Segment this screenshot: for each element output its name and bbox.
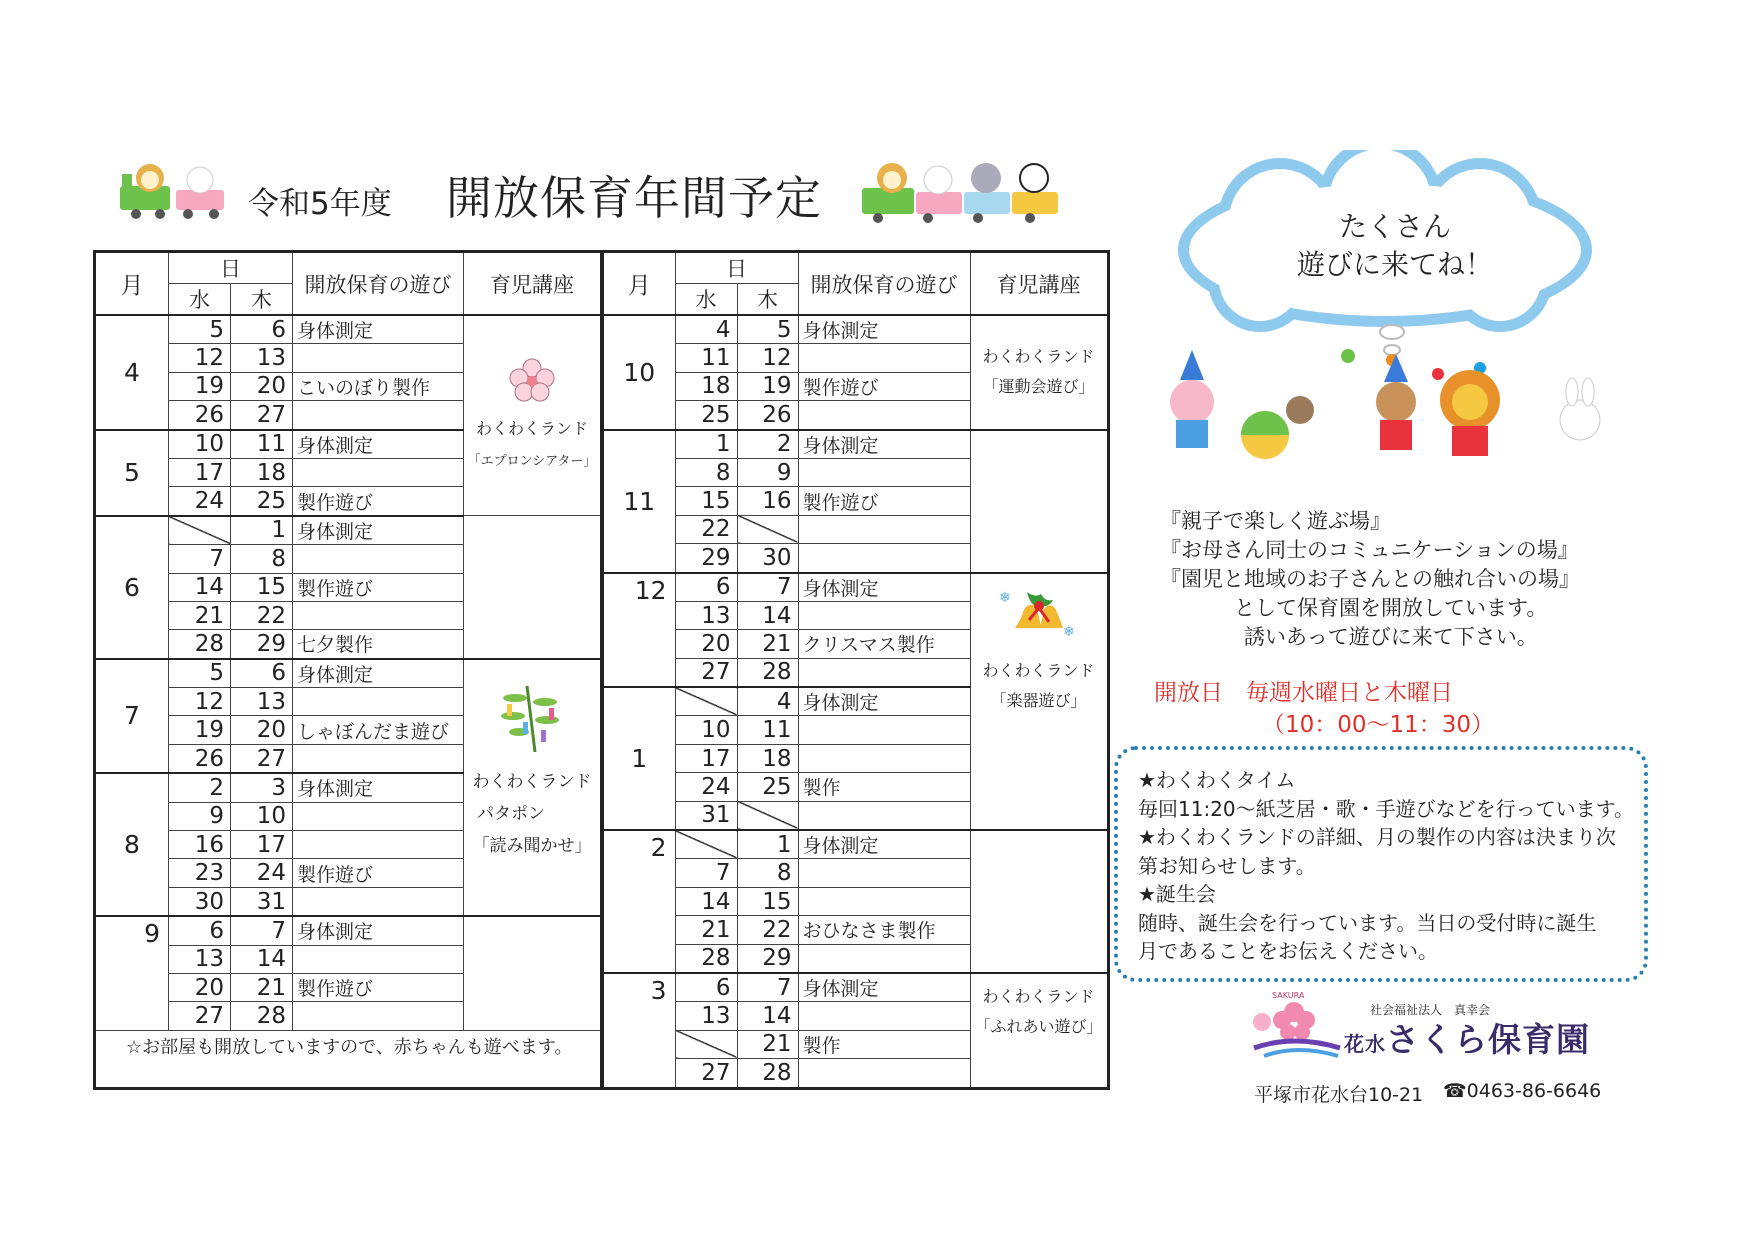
thu-date: 5 — [737, 315, 798, 344]
fiscal-year-label: 令和5年度 — [248, 186, 392, 222]
thu-date: 30 — [737, 544, 798, 573]
activity-cell — [798, 859, 970, 887]
thu-date: 28 — [737, 1059, 798, 1088]
activity-cell: 身体測定 — [293, 916, 464, 945]
wed-date: 20 — [675, 630, 737, 658]
lecture-line: パタポン — [477, 803, 545, 824]
wed-date: 28 — [169, 630, 231, 659]
col-activity-header: 開放保育の遊び — [293, 252, 464, 316]
thu-date: 8 — [231, 545, 293, 573]
wed-date: 22 — [675, 515, 737, 543]
activity-cell — [293, 945, 464, 973]
wed-date: 19 — [169, 372, 231, 400]
table-row — [95, 659, 602, 688]
wed-date: 8 — [675, 458, 737, 486]
col-wed-header: 水 — [169, 284, 231, 316]
activity-cell: 製作 — [798, 1030, 970, 1058]
table-row — [95, 315, 602, 344]
thu-date: 11 — [737, 716, 798, 744]
activity-cell: 身体測定 — [798, 830, 970, 859]
schedule-table-oct-mar — [600, 250, 1110, 1090]
activity-cell: 身体測定 — [798, 430, 970, 459]
thu-date: 22 — [231, 601, 293, 629]
intro-line: 『園児と地域のお子さんとの触れ合いの場』 — [1160, 567, 1580, 591]
thu-date: 6 — [231, 315, 293, 344]
christmas-bells-icon — [997, 588, 1081, 648]
thu-date: 31 — [231, 887, 293, 916]
phone-text: ☎0463-86-6646 — [1443, 1080, 1602, 1102]
activity-cell: 身体測定 — [293, 773, 464, 802]
activity-cell — [293, 1002, 464, 1030]
wed-date: 23 — [169, 859, 231, 887]
thu-date: 15 — [737, 887, 798, 915]
activity-cell: 製作遊び — [293, 573, 464, 601]
wed-date-empty — [169, 516, 231, 545]
thu-date: 17 — [231, 831, 293, 859]
lecture-cell — [970, 430, 1108, 573]
wed-date: 21 — [675, 916, 737, 944]
org-corporation: 社会福祉法人 真幸会 — [1370, 1003, 1491, 1017]
lecture-line: 「運動会遊び」 — [982, 377, 1095, 397]
info-text: 随時、誕生会を行っています。当日の受付時に誕生 — [1138, 910, 1597, 935]
activity-cell: 製作遊び — [798, 487, 970, 515]
thu-date: 13 — [231, 688, 293, 716]
thu-date: 9 — [737, 458, 798, 486]
thu-date: 7 — [737, 573, 798, 602]
activity-cell — [798, 601, 970, 629]
thu-date: 19 — [737, 372, 798, 400]
wed-date: 29 — [675, 544, 737, 573]
info-text: 第お知らせします。 — [1138, 853, 1316, 878]
wed-date: 18 — [675, 372, 737, 400]
wed-date: 11 — [675, 344, 737, 372]
info-heading: ★わくわくランドの詳細、月の製作の内容は決まり次 — [1138, 825, 1616, 849]
activity-cell — [293, 831, 464, 859]
wed-date: 13 — [169, 945, 231, 973]
col-month-header: 月 — [602, 252, 675, 316]
activity-cell — [293, 344, 464, 372]
org-prefix: 花水 — [1344, 1032, 1386, 1056]
wed-date: 27 — [675, 1059, 737, 1088]
intro-line: として保育園を開放しています。 — [1234, 596, 1548, 620]
activity-cell: 身体測定 — [798, 973, 970, 1002]
thu-date: 26 — [737, 401, 798, 430]
wed-date: 27 — [675, 658, 737, 687]
info-box — [1114, 746, 1648, 982]
thu-date: 15 — [231, 573, 293, 601]
thu-date: 27 — [231, 744, 293, 773]
month-label: 3 — [602, 973, 675, 1088]
note-text: ☆お部屋も開放していますので、赤ちゃんも遊べます。 — [95, 1030, 602, 1088]
thu-date: 11 — [231, 430, 293, 459]
wed-date: 25 — [675, 401, 737, 430]
month-label: 5 — [95, 430, 169, 516]
lecture-line: 「エプロンシアター」 — [467, 453, 597, 469]
lecture-cell — [970, 973, 1108, 1088]
activity-cell — [293, 744, 464, 773]
table-row — [602, 573, 1108, 602]
activity-cell — [798, 801, 970, 830]
wed-date-empty — [675, 687, 737, 716]
train-animals-illustration-right — [858, 158, 1070, 226]
month-label: 11 — [602, 430, 675, 573]
thu-date: 14 — [231, 945, 293, 973]
col-lecture-header: 育児講座 — [464, 252, 602, 316]
thu-date: 24 — [231, 859, 293, 887]
wed-date: 7 — [675, 859, 737, 887]
thu-date: 8 — [737, 859, 798, 887]
activity-cell — [293, 601, 464, 629]
month-label: 7 — [95, 659, 169, 774]
col-thu-header: 木 — [231, 284, 293, 316]
thu-date-empty — [737, 515, 798, 543]
thu-date: 3 — [231, 773, 293, 802]
thu-date: 18 — [737, 744, 798, 772]
col-activity-header: 開放保育の遊び — [798, 252, 970, 316]
thu-date-empty — [737, 801, 798, 830]
wed-date: 26 — [169, 401, 231, 430]
wed-date-empty — [675, 830, 737, 859]
sakura-flower-icon — [504, 356, 560, 406]
lecture-line: 「読み聞かせ」 — [472, 836, 592, 857]
wed-date: 9 — [169, 802, 231, 830]
activity-cell — [293, 458, 464, 486]
wed-date: 6 — [675, 573, 737, 602]
table-row — [95, 516, 602, 545]
wed-date: 6 — [169, 916, 231, 945]
wed-date: 21 — [169, 601, 231, 629]
address-text: 平塚市花水台10-21 — [1254, 1084, 1424, 1106]
table-row — [602, 830, 1108, 859]
wed-date: 24 — [169, 487, 231, 516]
activity-cell — [798, 401, 970, 430]
thu-date: 25 — [231, 487, 293, 516]
wed-date: 17 — [675, 744, 737, 772]
activity-cell: 身体測定 — [293, 430, 464, 459]
activity-cell — [798, 887, 970, 915]
table-row — [602, 430, 1108, 459]
thu-date: 2 — [737, 430, 798, 459]
activity-cell — [798, 944, 970, 973]
lecture-cell — [464, 516, 602, 659]
info-text: 毎回11:20～紙芝居・歌・手遊びなどを行っています。 — [1138, 796, 1635, 821]
org-name — [1344, 1014, 1590, 1061]
wed-date: 10 — [169, 430, 231, 459]
thu-date: 4 — [737, 687, 798, 716]
wed-date: 31 — [675, 801, 737, 830]
wed-date: 15 — [675, 487, 737, 515]
thu-date: 29 — [737, 944, 798, 973]
info-heading: ★誕生会 — [1138, 882, 1216, 906]
thu-date: 13 — [231, 344, 293, 372]
thu-date: 21 — [737, 630, 798, 658]
wed-date: 10 — [675, 716, 737, 744]
month-label: 10 — [602, 315, 675, 430]
activity-cell: 身体測定 — [798, 687, 970, 716]
thu-date: 20 — [231, 372, 293, 400]
month-label: 6 — [95, 516, 169, 659]
thu-date: 1 — [231, 516, 293, 545]
activity-cell — [293, 688, 464, 716]
activity-cell: 製作 — [798, 773, 970, 801]
activity-cell — [798, 458, 970, 486]
thu-date: 14 — [737, 1002, 798, 1030]
activity-cell — [798, 544, 970, 573]
wed-date: 19 — [169, 716, 231, 744]
month-label: 2 — [602, 830, 675, 973]
wed-date: 30 — [169, 887, 231, 916]
activity-cell: しゃぼんだま遊び — [293, 716, 464, 744]
intro-line: 『親子で楽しく遊ぶ場』 — [1160, 509, 1391, 533]
activity-cell — [798, 344, 970, 372]
lecture-cell — [970, 830, 1108, 973]
lecture-line: わくわくランド — [982, 346, 1095, 366]
thu-date: 22 — [737, 916, 798, 944]
wed-date: 24 — [675, 773, 737, 801]
lecture-line: わくわくランド — [982, 986, 1095, 1006]
table-row — [95, 916, 602, 945]
table-row — [602, 315, 1108, 344]
lecture-cell — [464, 916, 602, 1030]
wed-date: 13 — [675, 601, 737, 629]
intro-line: 『お母さん同士のコミュニケーションの場』 — [1160, 538, 1579, 562]
lecture-cell — [970, 573, 1108, 831]
col-month-header: 月 — [95, 252, 169, 316]
wed-date: 16 — [169, 831, 231, 859]
activity-cell: 七夕製作 — [293, 630, 464, 659]
wed-date: 2 — [169, 773, 231, 802]
month-label: 12 — [602, 573, 675, 688]
thu-date: 25 — [737, 773, 798, 801]
svg-text:❄: ❄ — [998, 589, 1011, 606]
wed-date: 17 — [169, 458, 231, 486]
wed-date: 14 — [169, 573, 231, 601]
org-main-name: さくら保育園 — [1386, 1020, 1590, 1059]
page-title: 開放保育年間予定 — [446, 171, 822, 225]
lecture-line: 「楽器遊び」 — [990, 690, 1087, 710]
activity-cell — [293, 401, 464, 430]
month-label: 1 — [602, 687, 675, 830]
wed-date: 5 — [169, 659, 231, 688]
thu-date: 1 — [737, 830, 798, 859]
lecture-cell — [464, 315, 602, 516]
wed-date: 27 — [169, 1002, 231, 1030]
thu-date: 6 — [231, 659, 293, 688]
wed-date: 14 — [675, 887, 737, 915]
wed-date: 7 — [169, 545, 231, 573]
party-animals-illustration — [1140, 340, 1620, 470]
table-row — [95, 1030, 602, 1088]
thu-date: 27 — [231, 401, 293, 430]
lecture-line: わくわくランド — [472, 771, 592, 792]
activity-cell — [798, 744, 970, 772]
thu-date: 12 — [737, 344, 798, 372]
tanabata-bamboo-icon — [497, 682, 567, 754]
lecture-cell — [970, 315, 1108, 430]
activity-cell — [798, 716, 970, 744]
thu-date: 7 — [231, 916, 293, 945]
activity-cell: 製作遊び — [293, 487, 464, 516]
wed-date: 4 — [675, 315, 737, 344]
thu-date: 28 — [231, 1002, 293, 1030]
intro-text — [1160, 507, 1580, 652]
col-wed-header: 水 — [675, 284, 737, 316]
activity-cell: 身体測定 — [293, 315, 464, 344]
info-heading: ★わくわくタイム — [1138, 768, 1296, 792]
activity-cell — [293, 802, 464, 830]
wed-date: 12 — [169, 688, 231, 716]
svg-text:❄: ❄ — [1062, 623, 1075, 640]
wed-date: 1 — [675, 430, 737, 459]
activity-cell: クリスマス製作 — [798, 630, 970, 658]
activity-cell — [293, 545, 464, 573]
lecture-line: わくわくランド — [475, 419, 588, 439]
wed-date: 12 — [169, 344, 231, 372]
activity-cell — [798, 1059, 970, 1088]
thu-date: 18 — [231, 458, 293, 486]
nursery-logo — [1250, 990, 1342, 1060]
thu-date: 14 — [737, 601, 798, 629]
activity-cell: おひなさま製作 — [798, 916, 970, 944]
col-day-header: 日 — [675, 252, 798, 284]
wed-date: 13 — [675, 1002, 737, 1030]
schedule-table-apr-sep — [93, 250, 603, 1090]
activity-cell: 身体測定 — [798, 315, 970, 344]
col-thu-header: 木 — [737, 284, 798, 316]
activity-cell: 製作遊び — [798, 372, 970, 400]
activity-cell: 身体測定 — [293, 659, 464, 688]
info-text: 月であることをお伝えください。 — [1138, 939, 1438, 963]
thu-date: 10 — [231, 802, 293, 830]
activity-cell — [798, 658, 970, 687]
activity-cell — [798, 515, 970, 543]
wed-date: 28 — [675, 944, 737, 973]
wed-date: 6 — [675, 973, 737, 1002]
activity-cell — [293, 887, 464, 916]
activity-cell — [798, 1002, 970, 1030]
activity-cell: 製作遊び — [293, 859, 464, 887]
activity-cell: こいのぼり製作 — [293, 372, 464, 400]
thu-date: 29 — [231, 630, 293, 659]
train-animals-illustration-left — [116, 164, 230, 220]
activity-cell: 身体測定 — [293, 516, 464, 545]
open-day-label: 開放日 毎週水曜日と木曜日 — [1154, 680, 1453, 706]
logo-text: SAKURA — [1272, 991, 1305, 1000]
bubble-line: たくさん — [1338, 210, 1451, 243]
thu-date: 7 — [737, 973, 798, 1002]
thu-date: 21 — [231, 973, 293, 1001]
thu-date: 28 — [737, 658, 798, 687]
wed-date-empty — [675, 1030, 737, 1058]
thu-date: 21 — [737, 1030, 798, 1058]
wed-date: 26 — [169, 744, 231, 773]
lecture-cell — [464, 659, 602, 917]
thu-date: 16 — [737, 487, 798, 515]
month-label: 4 — [95, 315, 169, 430]
table-row — [602, 973, 1108, 1002]
activity-cell: 身体測定 — [798, 573, 970, 602]
lecture-line: 「ふれあい遊び」 — [974, 1017, 1103, 1037]
activity-cell: 製作遊び — [293, 973, 464, 1001]
intro-line: 誘いあって遊びに来て下さい。 — [1244, 625, 1538, 649]
open-time-label: （10：00～11：30） — [1262, 712, 1495, 738]
col-day-header: 日 — [169, 252, 293, 284]
bubble-line: 遊びに来てね！ — [1296, 248, 1493, 281]
month-label: 8 — [95, 773, 169, 916]
thu-date: 20 — [231, 716, 293, 744]
wed-date: 5 — [169, 315, 231, 344]
wed-date: 20 — [169, 973, 231, 1001]
col-lecture-header: 育児講座 — [970, 252, 1108, 316]
speech-bubble-text — [1270, 208, 1520, 284]
month-label: 9 — [95, 916, 169, 1030]
lecture-line: わくわくランド — [982, 660, 1095, 680]
